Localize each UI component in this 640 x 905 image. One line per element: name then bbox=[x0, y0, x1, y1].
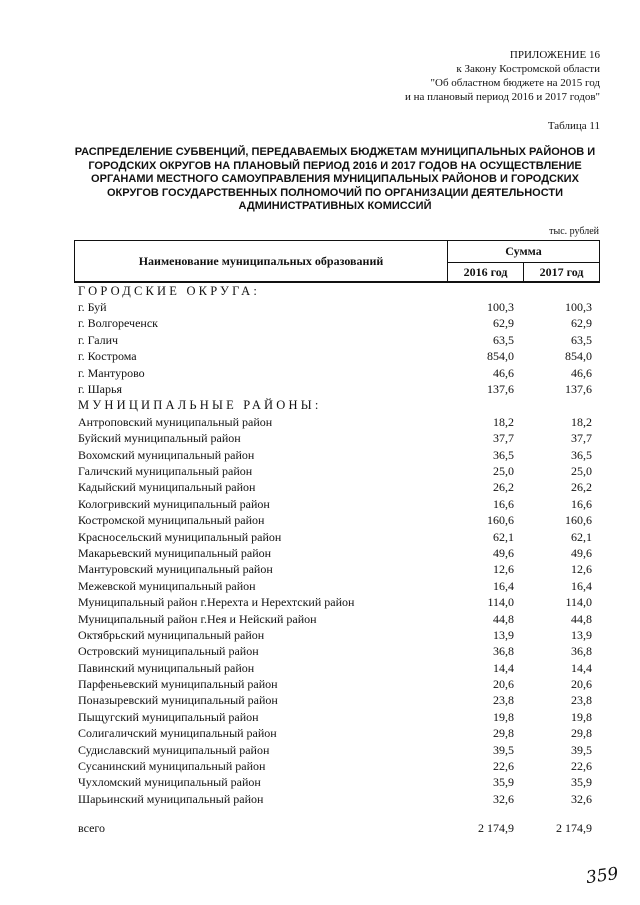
value-2016: 100,3 bbox=[487, 300, 514, 315]
value-2017: 23,8 bbox=[571, 693, 592, 708]
table-row bbox=[78, 381, 598, 397]
value-2016: 137,6 bbox=[487, 382, 514, 397]
value-2017: 63,5 bbox=[571, 332, 592, 347]
table-row bbox=[78, 775, 598, 791]
total-2017: 2 174,9 bbox=[556, 821, 592, 835]
value-2017: 16,4 bbox=[571, 578, 592, 593]
municipality-name: Галичский муниципальный район bbox=[78, 463, 253, 478]
table-row bbox=[78, 627, 598, 643]
value-2017: 46,6 bbox=[571, 365, 592, 380]
value-2017: 20,6 bbox=[571, 677, 592, 692]
title-line: ГОРОДСКИХ ОКРУГОВ НА ПЛАНОВЫЙ ПЕРИОД 2016 И 2017 ГОДОВ НА ОСУЩЕСТВЛЕНИЕ bbox=[88, 159, 582, 172]
value-2017: 49,6 bbox=[571, 545, 592, 560]
value-2016: 32,6 bbox=[493, 791, 514, 806]
value-2016: 35,9 bbox=[493, 775, 514, 790]
value-2017: 13,9 bbox=[571, 627, 592, 642]
table-row bbox=[78, 611, 598, 627]
municipality-name: Солигаличский муниципальный район bbox=[78, 726, 277, 741]
value-2016: 23,8 bbox=[493, 693, 514, 708]
municipality-name: Парфеньевский муниципальный район bbox=[78, 677, 278, 692]
header-year-2016: 2016 год bbox=[463, 264, 508, 279]
table-row bbox=[78, 512, 598, 528]
value-2016: 37,7 bbox=[493, 431, 514, 446]
value-2016: 13,9 bbox=[493, 627, 514, 642]
value-2016: 46,6 bbox=[493, 365, 514, 380]
municipality-name: Сусанинский муниципальный район bbox=[78, 759, 266, 774]
value-2017: 114,0 bbox=[565, 595, 592, 610]
value-2016: 63,5 bbox=[493, 332, 514, 347]
table-row bbox=[78, 578, 598, 594]
value-2016: 36,5 bbox=[493, 447, 514, 462]
section-label: МУНИЦИПАЛЬНЫЕ РАЙОНЫ: bbox=[78, 398, 322, 413]
municipality-name: Шарьинский муниципальный район bbox=[78, 791, 264, 806]
table-body bbox=[78, 283, 598, 808]
value-2017: 44,8 bbox=[571, 611, 592, 626]
value-2016: 62,1 bbox=[493, 529, 514, 544]
municipality-name: Мантуровский муниципальный район bbox=[78, 562, 273, 577]
value-2017: 19,8 bbox=[571, 709, 592, 724]
value-2017: 36,5 bbox=[571, 447, 592, 462]
value-2017: 29,8 bbox=[571, 726, 592, 741]
municipality-name: Кологривский муниципальный район bbox=[78, 496, 270, 511]
value-2017: 26,2 bbox=[571, 480, 592, 495]
value-2017: 16,6 bbox=[571, 496, 592, 511]
table-row bbox=[78, 709, 598, 725]
total-2016: 2 174,9 bbox=[478, 821, 514, 835]
table-row bbox=[78, 480, 598, 496]
municipality-name: Муниципальный район г.Нерехта и Нерехтский район bbox=[78, 595, 355, 610]
value-2016: 20,6 bbox=[493, 677, 514, 692]
value-2017: 62,9 bbox=[571, 316, 592, 331]
municipality-name: г. Кострома bbox=[78, 349, 137, 364]
table-row bbox=[78, 529, 598, 545]
header-name-column: Наименование муниципальных образований bbox=[75, 241, 448, 281]
table-row bbox=[78, 349, 598, 365]
table-row bbox=[78, 742, 598, 758]
table-row bbox=[78, 594, 598, 610]
municipality-name: г. Буй bbox=[78, 300, 107, 315]
value-2016: 29,8 bbox=[493, 726, 514, 741]
value-2016: 16,6 bbox=[493, 496, 514, 511]
appendix-line: и на плановый период 2016 и 2017 годов" bbox=[404, 91, 600, 103]
table-row bbox=[78, 431, 598, 447]
value-2016: 12,6 bbox=[493, 562, 514, 577]
municipality-name: Павинский муниципальный район bbox=[78, 660, 255, 675]
municipality-name: г. Мантурово bbox=[78, 365, 145, 380]
document-title bbox=[70, 146, 600, 214]
value-2017: 18,2 bbox=[571, 414, 592, 429]
municipality-name: Кадыйский муниципальный район bbox=[78, 480, 256, 495]
value-2016: 19,8 bbox=[493, 709, 514, 724]
value-2016: 160,6 bbox=[487, 513, 514, 528]
value-2016: 854,0 bbox=[487, 349, 514, 364]
municipality-name: Костромской муниципальный район bbox=[78, 513, 265, 528]
value-2017: 854,0 bbox=[565, 349, 592, 364]
table-row bbox=[78, 332, 598, 348]
value-2017: 14,4 bbox=[571, 660, 592, 675]
table-row bbox=[78, 496, 598, 512]
table-row bbox=[78, 791, 598, 807]
municipality-name: г. Галич bbox=[78, 332, 119, 347]
table-row bbox=[78, 365, 598, 381]
value-2016: 26,2 bbox=[493, 480, 514, 495]
table-row bbox=[78, 463, 598, 479]
appendix-line: "Об областном бюджете на 2015 год bbox=[430, 77, 600, 89]
header-year-2017: 2017 год bbox=[523, 263, 599, 281]
section-heading bbox=[78, 398, 598, 414]
value-2017: 39,5 bbox=[571, 742, 592, 757]
total-label: всего bbox=[78, 821, 106, 835]
units-label: тыс. рублей bbox=[549, 226, 599, 237]
value-2016: 39,5 bbox=[493, 742, 514, 757]
municipality-name: Буйский муниципальный район bbox=[78, 431, 241, 446]
table-row bbox=[78, 545, 598, 561]
value-2017: 160,6 bbox=[565, 513, 592, 528]
value-2017: 100,3 bbox=[565, 300, 592, 315]
table-row bbox=[78, 299, 598, 315]
appendix-line: ПРИЛОЖЕНИЕ 16 bbox=[509, 49, 600, 61]
table-number: Таблица 11 bbox=[547, 120, 600, 132]
municipality-name: Красносельский муниципальный район bbox=[78, 529, 282, 544]
appendix-header bbox=[405, 48, 600, 104]
value-2017: 35,9 bbox=[571, 775, 592, 790]
municipality-name: Муниципальный район г.Нея и Нейский район bbox=[78, 611, 317, 626]
value-2017: 62,1 bbox=[571, 529, 592, 544]
header-sum: Сумма bbox=[448, 241, 599, 263]
value-2016: 25,0 bbox=[493, 463, 514, 478]
section-label: ГОРОДСКИЕ ОКРУГА: bbox=[78, 283, 261, 298]
title-line: ОКРУГОВ ГОСУДАРСТВЕННЫХ ПОЛНОМОЧИЙ ПО ОРГАНИЗАЦИИ ДЕЯТЕЛЬНОСТИ bbox=[106, 186, 563, 199]
value-2016: 36,8 bbox=[493, 644, 514, 659]
value-2017: 36,8 bbox=[571, 644, 592, 659]
value-2017: 37,7 bbox=[571, 431, 592, 446]
value-2016: 49,6 bbox=[493, 545, 514, 560]
value-2016: 114,0 bbox=[487, 595, 514, 610]
municipality-name: г. Шарья bbox=[78, 382, 122, 397]
table-row bbox=[78, 316, 598, 332]
value-2017: 12,6 bbox=[571, 562, 592, 577]
table-row bbox=[78, 660, 598, 676]
value-2016: 44,8 bbox=[493, 611, 514, 626]
total-row bbox=[78, 821, 598, 836]
value-2016: 18,2 bbox=[493, 414, 514, 429]
title-line: ОРГАНАМИ МЕСТНОГО САМОУПРАВЛЕНИЯ МУНИЦИПАЛЬНЫХ РАЙОНОВ И ГОРОДСКИХ bbox=[91, 173, 579, 185]
table-row bbox=[78, 693, 598, 709]
table-row bbox=[78, 644, 598, 660]
table-row bbox=[78, 414, 598, 430]
value-2017: 25,0 bbox=[571, 463, 592, 478]
table-row bbox=[78, 676, 598, 692]
value-2016: 14,4 bbox=[493, 660, 514, 675]
value-2016: 22,6 bbox=[493, 759, 514, 774]
municipality-name: Островский муниципальный район bbox=[78, 644, 259, 659]
table-row bbox=[78, 562, 598, 578]
title-line: АДМИНИСТРАТИВНЫХ КОМИССИЙ bbox=[238, 200, 432, 212]
municipality-name: Пыщугский муниципальный район bbox=[78, 709, 259, 724]
table-row bbox=[78, 758, 598, 774]
value-2017: 32,6 bbox=[571, 791, 592, 806]
value-2017: 22,6 bbox=[571, 759, 592, 774]
municipality-name: г. Волгореченск bbox=[78, 316, 158, 331]
table-row bbox=[78, 447, 598, 463]
value-2016: 16,4 bbox=[493, 578, 514, 593]
municipality-name: Вохомский муниципальный район bbox=[78, 447, 255, 462]
municipality-name: Октябрьский муниципальный район bbox=[78, 627, 265, 642]
municipality-name: Судиславский муниципальный район bbox=[78, 742, 270, 757]
appendix-line: к Закону Костромской области bbox=[456, 63, 600, 75]
municipality-name: Поназыревский муниципальный район bbox=[78, 693, 278, 708]
table-row bbox=[78, 726, 598, 742]
value-2016: 62,9 bbox=[493, 316, 514, 331]
municipality-name: Макарьевский муниципальный район bbox=[78, 545, 272, 560]
page-number: 359 bbox=[584, 863, 620, 889]
value-2017: 137,6 bbox=[565, 382, 592, 397]
title-line: РАСПРЕДЕЛЕНИЕ СУБВЕНЦИЙ, ПЕРЕДАВАЕМЫХ БЮДЖЕТАМ МУНИЦИПАЛЬНЫХ РАЙОНОВ И bbox=[74, 146, 596, 158]
municipality-name: Межевской муниципальный район bbox=[78, 578, 256, 593]
municipality-name: Антроповский муниципальный район bbox=[78, 414, 273, 429]
table-header bbox=[74, 240, 600, 283]
section-heading bbox=[78, 283, 598, 299]
municipality-name: Чухломский муниципальный район bbox=[78, 775, 261, 790]
